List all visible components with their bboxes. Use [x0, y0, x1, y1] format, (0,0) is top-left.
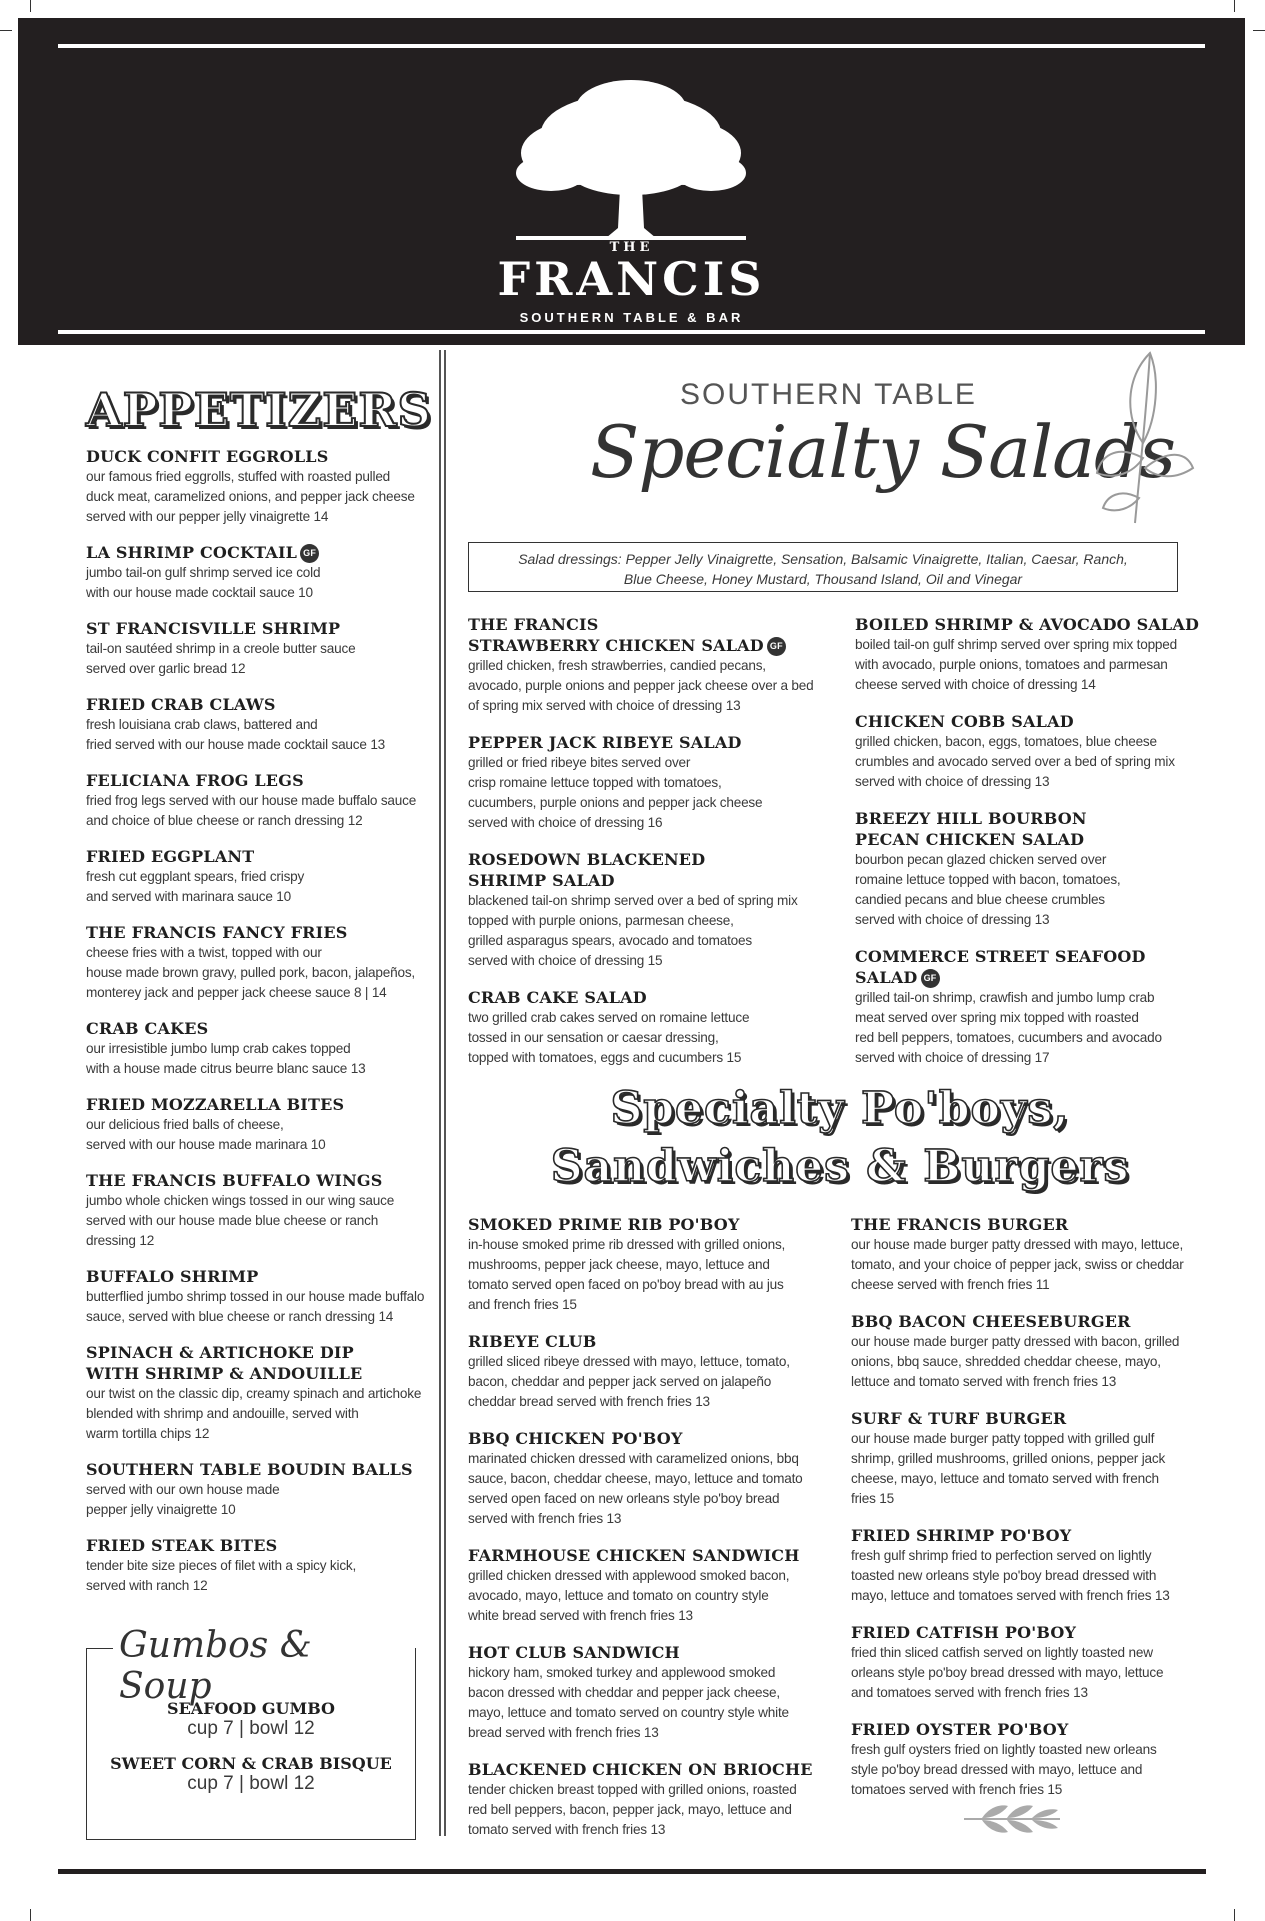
menu-item-name-text: BBQ BACON CHEESEBURGER	[851, 1312, 1131, 1331]
menu-item-name-text: ROSEDOWN BLACKENED SHRIMP SALAD	[468, 850, 706, 890]
poboys-title: Specialty Po'boys, Sandwiches & Burgers	[550, 1083, 1130, 1192]
menu-item	[86, 922, 436, 1003]
menu-item	[86, 770, 436, 831]
menu-item-name	[86, 1094, 436, 1115]
menu-item-name-text: THE FRANCIS STRAWBERRY CHICKEN SALAD	[468, 615, 764, 655]
crop-mark	[0, 30, 12, 31]
menu-item-name	[86, 542, 436, 563]
menu-item	[851, 1622, 1211, 1703]
crop-mark	[1234, 1909, 1235, 1921]
menu-item-description: fried frog legs served with our house made buffalo sauce and choice of blue cheese or ranch dressing 12	[86, 793, 417, 828]
gluten-free-badge-icon: GF	[767, 637, 786, 656]
menu-item-description: in-house smoked prime rib dressed with grilled onions, mushrooms, pepper jack cheese, mayo, lettuce and tomato served open faced on po'boy bread with au jus and french fries 15	[468, 1237, 786, 1312]
brand-name: FRANCIS	[497, 252, 766, 306]
menu-item-name	[468, 1331, 838, 1352]
menu-item-description: grilled chicken, fresh strawberries, candied pecans, avocado, purple onions and pepper jack cheese over a bed of spring mix served with choice of dressing 13	[468, 658, 814, 713]
menu-item	[468, 849, 838, 971]
menu-item-description: cheese fries with a twist, topped with our house made brown gravy, pulled pork, bacon, jalapeños, monterey jack and pepper jack cheese sauce 8 | 14	[86, 945, 416, 1000]
menu-item-name-text: BLACKENED CHICKEN ON BRIOCHE	[468, 1760, 813, 1779]
crop-mark	[30, 1909, 31, 1921]
menu-item-name-text: BBQ CHICKEN PO'BOY	[468, 1429, 683, 1448]
gumbos-list	[87, 1699, 415, 1809]
menu-item	[86, 1170, 436, 1251]
menu-item-description: fresh louisiana crab claws, battered and fried served with our house made cocktail sauce 13	[86, 717, 386, 752]
salad-dressings-note: Salad dressings: Pepper Jelly Vinaigrette, Sensation, Balsamic Vinaigrette, Italian, Caesar, Ranch, Blue Cheese, Honey Mustard, Thousand Island, Oil and Vinegar	[468, 542, 1178, 592]
menu-item-name-text: FRIED CRAB CLAWS	[86, 695, 276, 714]
menu-item	[86, 1266, 436, 1327]
menu-item-name	[86, 446, 436, 467]
menu-item	[851, 1525, 1211, 1606]
crop-mark	[1253, 30, 1265, 31]
menu-item-name	[468, 1642, 838, 1663]
menu-item	[86, 1094, 436, 1155]
gumbos-soup-box	[86, 1625, 416, 1840]
menu-item-description: blackened tail-on shrimp served over a bed of spring mix topped with purple onions, parmesan cheese, grilled asparagus spears, avocado and tomatoes served with choice of dressing 15	[468, 893, 798, 968]
menu-item-description: jumbo tail-on gulf shrimp served ice cold with our house made cocktail sauce 10	[86, 565, 321, 600]
oak-tree-logo-icon	[516, 78, 746, 248]
menu-item-name	[86, 618, 436, 639]
salads-supertitle: SOUTHERN TABLE	[680, 378, 977, 411]
menu-item-name-text: ST FRANCISVILLE SHRIMP	[86, 619, 341, 638]
menu-item-description: tender chicken breast topped with grilled onions, roasted red bell peppers, bacon, pepper jack, mayo, lettuce and tomato served with french fries 13	[468, 1782, 797, 1837]
menu-item-name	[86, 1535, 436, 1556]
menu-item-name-text: FRIED OYSTER PO'BOY	[851, 1720, 1069, 1739]
menu-item-name-text: PEPPER JACK RIBEYE SALAD	[468, 733, 742, 752]
menu-item-name	[86, 1018, 436, 1039]
menu-item-name-text: FRIED STEAK BITES	[86, 1536, 278, 1555]
gumbo-item-price: cup 7 | bowl 12	[187, 1773, 315, 1794]
brand-the: THE	[609, 240, 654, 255]
appetizers-title: APPETIZERS	[86, 383, 432, 437]
menu-item-description: fresh gulf shrimp fried to perfection served on lightly toasted new orleans style po'boy bread dressed with mayo, lettuce and tomatoes served with french fries 13	[851, 1548, 1170, 1603]
menu-item-description: our house made burger patty topped with grilled gulf shrimp, grilled mushrooms, grilled onions, pepper jack cheese, mayo, lettuce and tomato served with french fries 15	[851, 1431, 1166, 1506]
menu-item-name-text: FRIED SHRIMP PO'BOY	[851, 1526, 1072, 1545]
menu-item-description: jumbo whole chicken wings tossed in our wing sauce served with our house made blue cheese or ranch dressing 12	[86, 1193, 395, 1248]
menu-item	[468, 1545, 838, 1626]
menu-item-description: tender bite size pieces of filet with a spicy kick, served with ranch 12	[86, 1558, 357, 1593]
menu-item-name-text: SPINACH & ARTICHOKE DIP WITH SHRIMP & ANDOUILLE	[86, 1343, 363, 1383]
menu-item-name-text: FARMHOUSE CHICKEN SANDWICH	[468, 1546, 800, 1565]
menu-item-name-text: RIBEYE CLUB	[468, 1332, 597, 1351]
leaf-sprig-icon	[1095, 348, 1195, 528]
menu-item-name	[86, 694, 436, 715]
menu-item-description: fried thin sliced catfish served on lightly toasted new orleans style po'boy bread dressed with mayo, lettuce and tomatoes served with french fries 13	[851, 1645, 1164, 1700]
menu-item-name-text: CHICKEN COBB SALAD	[855, 712, 1074, 731]
menu-item-name-text: LA SHRIMP COCKTAIL	[86, 543, 298, 562]
menu-item-description: our famous fried eggrolls, stuffed with roasted pulled duck meat, caramelized onions, and pepper jack cheese served with our pepper jelly vinaigrette 14	[86, 469, 415, 524]
menu-item-name-text: CRAB CAKES	[86, 1019, 209, 1038]
menu-item	[468, 614, 838, 716]
menu-item-name	[86, 1342, 436, 1384]
menu-item	[468, 1642, 838, 1743]
menu-item	[851, 1214, 1211, 1295]
menu-item-name-text: COMMERCE STREET SEAFOOD SALAD	[855, 947, 1146, 987]
salads-right-list	[855, 614, 1200, 1084]
menu-item-description: our irresistible jumbo lump crab cakes topped with a house made citrus beurre blanc sauce 13	[86, 1041, 366, 1076]
menu-item-description: grilled tail-on shrimp, crawfish and jumbo lump crab meat served over spring mix topped with roasted red bell peppers, tomatoes, cucumbers and avocado served with choice of dressing 17	[855, 990, 1162, 1065]
menu-item-name	[468, 987, 838, 1008]
menu-item	[86, 846, 436, 907]
menu-item-description: butterflied jumbo shrimp tossed in our house made buffalo sauce, served with blue cheese or ranch dressing 14	[86, 1289, 425, 1324]
menu-item-name	[86, 1266, 436, 1287]
menu-item	[468, 1428, 838, 1529]
menu-item-name	[86, 922, 436, 943]
menu-item-description: fresh cut eggplant spears, fried crispy and served with marinara sauce 10	[86, 869, 305, 904]
menu-item-description: bourbon pecan glazed chicken served over romaine lettuce topped with bacon, tomatoes, candied pecans and blue cheese crumbles served with choice of dressing 13	[855, 852, 1121, 927]
menu-item-name-text: DUCK CONFIT EGGROLLS	[86, 447, 329, 466]
menu-item	[468, 1214, 838, 1315]
gumbos-soup-title: Gumbos & Soup	[113, 1625, 415, 1707]
menu-item-name	[468, 1428, 838, 1449]
menu-item	[468, 1759, 838, 1840]
menu-item-description: two grilled crab cakes served on romaine lettuce tossed in our sensation or caesar dressing, topped with tomatoes, eggs and cucumbers 15	[468, 1010, 750, 1065]
menu-item-description: fresh gulf oysters fried on lightly toasted new orleans style po'boy bread dressed with mayo, lettuce and tomatoes served with french fries 15	[851, 1742, 1157, 1797]
menu-item-name-text: FRIED MOZZARELLA BITES	[86, 1095, 345, 1114]
menu-item	[855, 614, 1200, 695]
salads-left-list	[468, 614, 838, 1084]
gumbo-item-name: SEAFOOD GUMBO	[167, 1699, 335, 1718]
menu-item-name	[851, 1719, 1211, 1740]
menu-item-name-text: FELICIANA FROG LEGS	[86, 771, 304, 790]
column-divider	[444, 350, 446, 1836]
menu-item-description: our twist on the classic dip, creamy spinach and artichoke blended with shrimp and andouille, served with warm tortilla chips 12	[86, 1386, 422, 1441]
menu-item-name-text: SURF & TURF BURGER	[851, 1409, 1067, 1428]
menu-item-name-text: SOUTHERN TABLE BOUDIN BALLS	[86, 1460, 413, 1479]
menu-item	[851, 1719, 1211, 1800]
menu-item-description: grilled or fried ribeye bites served over crisp romaine lettuce topped with tomatoes, cucumbers, purple onions and pepper jack cheese served with choice of dressing 16	[468, 755, 763, 830]
menu-item-name	[468, 849, 838, 891]
menu-item	[851, 1408, 1211, 1509]
menu-item-name	[851, 1214, 1211, 1235]
menu-item-name	[855, 808, 1200, 850]
menu-item-name-text: HOT CLUB SANDWICH	[468, 1643, 680, 1662]
menu-item-description: our house made burger patty dressed with mayo, lettuce, tomato, and your choice of pepper jack, swiss or cheddar cheese served with french fries 11	[851, 1237, 1184, 1292]
menu-item-description: our delicious fried balls of cheese, served with our house made marinara 10	[86, 1117, 326, 1152]
menu-item-name-text: THE FRANCIS BUFFALO WINGS	[86, 1171, 383, 1190]
gumbo-item-name: SWEET CORN & CRAB BISQUE	[110, 1754, 392, 1773]
menu-item	[86, 1535, 436, 1596]
menu-item-description: boiled tail-on gulf shrimp served over spring mix topped with avocado, purple onions, tomatoes and parmesan cheese served with choice of dressing 14	[855, 637, 1178, 692]
gumbo-item-price: cup 7 | bowl 12	[187, 1718, 315, 1739]
header-top-rule	[58, 44, 1205, 48]
menu-item-name	[855, 946, 1200, 988]
menu-item	[855, 808, 1200, 930]
menu-item-name	[86, 846, 436, 867]
menu-item-name	[468, 1545, 838, 1566]
menu-item	[86, 446, 436, 527]
menu-item	[851, 1311, 1211, 1392]
menu-item-name	[86, 770, 436, 791]
menu-item-description: marinated chicken dressed with caramelized onions, bbq sauce, bacon, cheddar cheese, mayo, lettuce and tomato served open faced on new orleans style po'boy bread served with french fries 13	[468, 1451, 803, 1526]
menu-item	[468, 1331, 838, 1412]
column-divider	[439, 350, 441, 1836]
footer-rule	[58, 1869, 1206, 1874]
menu-item-name-text: THE FRANCIS BURGER	[851, 1215, 1069, 1234]
menu-item-description: served with our own house made pepper jelly vinaigrette 10	[86, 1482, 280, 1517]
gluten-free-badge-icon: GF	[921, 969, 940, 988]
menu-item-name	[468, 1759, 838, 1780]
crop-mark	[30, 0, 31, 12]
header-banner	[18, 18, 1245, 345]
poboys-left-list	[468, 1214, 838, 1856]
header-bottom-rule	[58, 330, 1205, 334]
menu-item	[86, 1342, 436, 1444]
menu-item-description: grilled chicken dressed with applewood smoked bacon, avocado, mayo, lettuce and tomato on country style white bread served with french fries 13	[468, 1568, 790, 1623]
menu-item-description: our house made burger patty dressed with bacon, grilled onions, bbq sauce, shredded cheddar cheese, mayo, lettuce and tomato served with french fries 13	[851, 1334, 1180, 1389]
menu-item-name-text: BOILED SHRIMP & AVOCADO SALAD	[855, 615, 1200, 634]
appetizers-list	[86, 446, 436, 1611]
menu-item-name	[855, 614, 1200, 635]
menu-item-name	[851, 1408, 1211, 1429]
menu-item-name	[86, 1459, 436, 1480]
menu-item-name	[86, 1170, 436, 1191]
menu-item	[86, 694, 436, 755]
menu-item	[855, 946, 1200, 1068]
menu-item-description: grilled chicken, bacon, eggs, tomatoes, blue cheese crumbles and avocado served over a bed of spring mix served with choice of dressing 13	[855, 734, 1175, 789]
menu-item-name	[855, 711, 1200, 732]
brand-tagline: SOUTHERN TABLE & BAR	[519, 310, 744, 325]
menu-item-description: tail-on sautéed shrimp in a creole butter sauce served over garlic bread 12	[86, 641, 356, 676]
menu-item-name	[468, 1214, 838, 1235]
menu-item-name	[851, 1311, 1211, 1332]
menu-item	[468, 987, 838, 1068]
menu-item	[855, 711, 1200, 792]
menu-item-description: grilled sliced ribeye dressed with mayo, lettuce, tomato, bacon, cheddar and pepper jack served on jalapeño cheddar bread served with french fries 13	[468, 1354, 790, 1409]
wheat-sprig-icon	[962, 1796, 1062, 1842]
menu-item-name-text: BREEZY HILL BOURBON PECAN CHICKEN SALAD	[855, 809, 1087, 849]
menu-item	[468, 732, 838, 833]
menu-item-name-text: BUFFALO SHRIMP	[86, 1267, 259, 1286]
menu-item	[86, 542, 436, 603]
salads-title: Specialty Salads	[590, 410, 1176, 494]
menu-item-name-text: THE FRANCIS FANCY FRIES	[86, 923, 348, 942]
menu-item-name-text: FRIED EGGPLANT	[86, 847, 255, 866]
menu-item-name	[468, 614, 838, 656]
menu-item-name-text: SMOKED PRIME RIB PO'BOY	[468, 1215, 740, 1234]
poboys-right-list	[851, 1214, 1211, 1816]
crop-mark	[1234, 0, 1235, 12]
menu-item-description: hickory ham, smoked turkey and applewood smoked bacon dressed with cheddar and pepper jack cheese, mayo, lettuce and tomato served on country style white bread served with french fries 13	[468, 1665, 789, 1740]
menu-item-name	[468, 732, 838, 753]
menu-item	[86, 1018, 436, 1079]
menu-item-name-text: CRAB CAKE SALAD	[468, 988, 647, 1007]
menu-item	[86, 1459, 436, 1520]
menu-item	[86, 618, 436, 679]
menu-item-name	[851, 1622, 1211, 1643]
menu-item-name	[851, 1525, 1211, 1546]
gluten-free-badge-icon: GF	[300, 544, 319, 563]
menu-item-name-text: FRIED CATFISH PO'BOY	[851, 1623, 1077, 1642]
